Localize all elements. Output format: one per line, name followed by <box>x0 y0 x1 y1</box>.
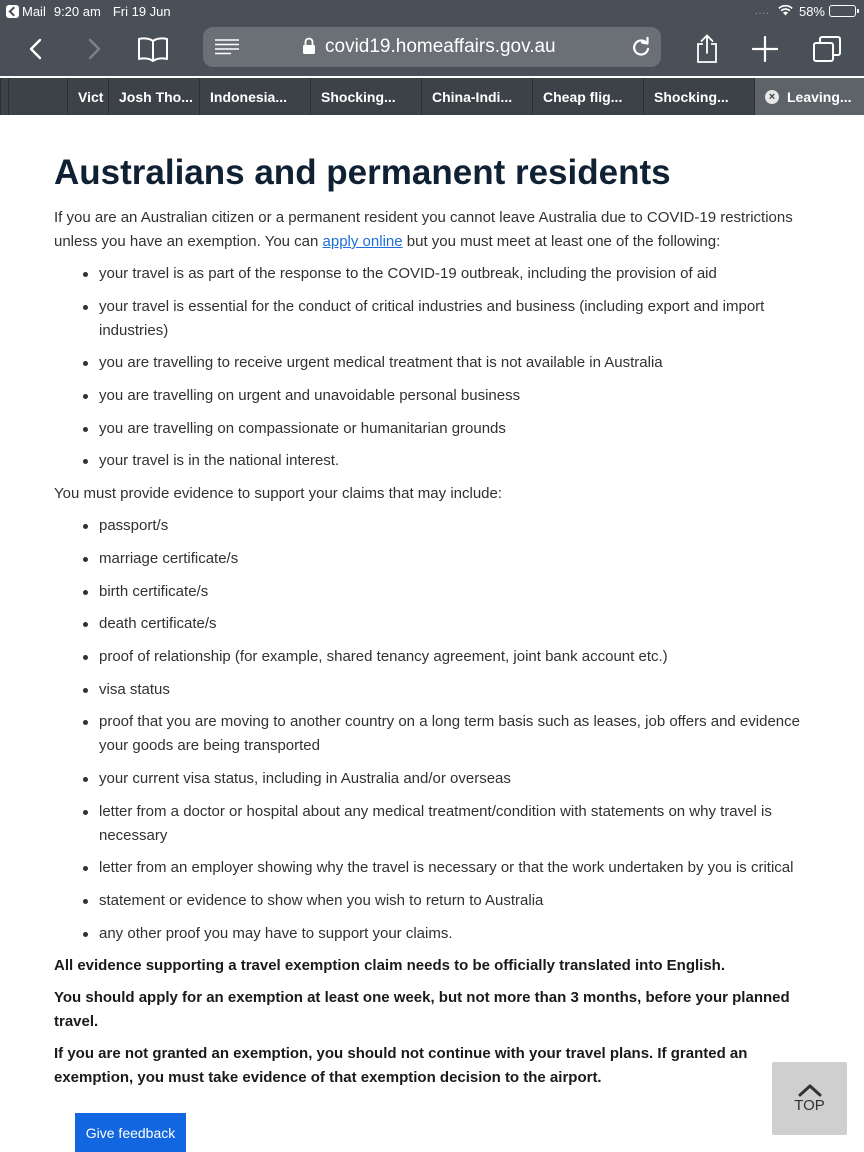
status-bar <box>0 0 864 22</box>
tab[interactable] <box>310 78 421 115</box>
status-date: Fri 19 Jun <box>112 3 171 19</box>
tabs-overview-button[interactable] <box>810 22 844 76</box>
top-label: TOP <box>794 1097 825 1114</box>
status-time: 9:20 am <box>53 3 101 19</box>
tab[interactable] <box>108 78 199 115</box>
signal-icon: .... <box>754 5 770 17</box>
criteria-list <box>54 262 814 473</box>
list-item: visa status <box>54 678 814 702</box>
tab-active[interactable] <box>754 78 864 115</box>
list-item: birth certificate/s <box>54 580 814 604</box>
tab[interactable] <box>643 78 754 115</box>
forward-button[interactable] <box>80 22 110 76</box>
timing-notice: You should apply for an exemption at least one week, but not more than 3 months, before your planned travel. <box>54 989 790 1031</box>
back-to-top-button[interactable] <box>772 1062 847 1135</box>
back-arrow-icon <box>6 5 19 18</box>
tab-label: Indonesia... <box>210 88 288 105</box>
close-tab-icon[interactable]: × <box>765 90 779 104</box>
list-item: your travel is in the national interest. <box>54 449 814 473</box>
chevron-up-icon <box>798 1083 822 1097</box>
list-item: you are travelling on compassionate or humanitarian grounds <box>54 417 814 441</box>
tab-label: Cheap flig... <box>543 88 623 105</box>
list-item: letter from a doctor or hospital about any medical treatment/condition with statements on why travel is necessary <box>54 800 814 848</box>
plus-icon <box>752 36 778 62</box>
tab[interactable] <box>199 78 310 115</box>
lock-icon <box>302 37 316 60</box>
tab-label: Leaving... <box>787 88 852 105</box>
tab-label: Shocking... <box>654 88 729 105</box>
tab-label: Josh Tho... <box>119 88 193 105</box>
address-bar[interactable] <box>203 27 661 67</box>
tab-bar <box>0 78 864 115</box>
book-icon <box>137 36 169 62</box>
battery-percent: 58% <box>798 3 825 19</box>
tab[interactable] <box>532 78 643 115</box>
list-item: any other proof you may have to support your claims. <box>54 922 814 946</box>
list-item: proof that you are moving to another country on a long term basis such as leases, job offers and evidence your goods are being transported <box>54 710 814 758</box>
list-item: proof of relationship (for example, shared tenancy agreement, joint bank account etc.) <box>54 645 814 669</box>
list-item: you are travelling to receive urgent medical treatment that is not available in Australia <box>54 351 814 375</box>
url-text: covid19.homeaffairs.gov.au <box>325 36 556 57</box>
tab[interactable] <box>67 78 108 115</box>
list-item: your travel is as part of the response to the COVID-19 outbreak, including the provision of aid <box>54 262 814 286</box>
tab-label: Shocking... <box>321 88 396 105</box>
intro-text-start: If you are an Australian citizen or a permanent resident you cannot leave Australia due to COVID-19 restrictions unless you have an exemption. You can <box>54 209 793 250</box>
list-item: marriage certificate/s <box>54 547 814 571</box>
exemption-notice: If you are not granted an exemption, you should not continue with your travel plans. If granted an exemption, you must take evidence of that exemption decision to the airport. <box>54 1045 748 1087</box>
list-item: statement or evidence to show when you wish to return to Australia <box>54 889 814 913</box>
reload-icon[interactable] <box>631 36 651 63</box>
battery-icon <box>829 5 856 17</box>
reader-icon[interactable] <box>215 39 239 60</box>
page-content <box>54 150 814 1098</box>
list-item: death certificate/s <box>54 612 814 636</box>
tab-label: Vict <box>78 88 104 105</box>
list-item: your travel is essential for the conduct of critical industries and business (including export and import industries) <box>54 295 814 343</box>
translation-notice: All evidence supporting a travel exemption claim needs to be officially translated into English. <box>54 957 725 975</box>
list-item: letter from an employer showing why the travel is necessary or that the work undertaken by you is critical <box>54 856 814 880</box>
back-button[interactable] <box>20 22 50 76</box>
chevron-left-icon <box>28 38 42 60</box>
list-item: your current visa status, including in Australia and/or overseas <box>54 767 814 791</box>
share-button[interactable] <box>692 22 722 76</box>
tab[interactable] <box>0 78 8 115</box>
list-item: passport/s <box>54 514 814 538</box>
tab[interactable] <box>421 78 532 115</box>
share-icon <box>695 34 719 64</box>
page-title: Australians and permanent residents <box>54 153 671 192</box>
intro-paragraph <box>54 206 814 254</box>
tabs-icon <box>812 35 842 63</box>
intro-text-end: but you must meet at least one of the following: <box>402 233 721 250</box>
give-feedback-button[interactable]: Give feedback <box>75 1113 186 1152</box>
new-tab-button[interactable] <box>750 22 780 76</box>
evidence-intro: You must provide evidence to support your claims that may include: <box>54 485 503 503</box>
back-app-label: Mail <box>22 3 46 19</box>
tab[interactable] <box>8 78 67 115</box>
evidence-list <box>54 514 814 946</box>
bookmarks-button[interactable] <box>136 22 170 76</box>
list-item: you are travelling on urgent and unavoidable personal business <box>54 384 814 408</box>
chevron-right-icon <box>88 38 102 60</box>
back-to-app[interactable] <box>6 4 46 19</box>
wifi-icon <box>778 4 793 19</box>
browser-toolbar <box>0 22 864 76</box>
tab-label: China-Indi... <box>432 88 513 105</box>
apply-online-link[interactable]: apply online <box>322 233 403 250</box>
